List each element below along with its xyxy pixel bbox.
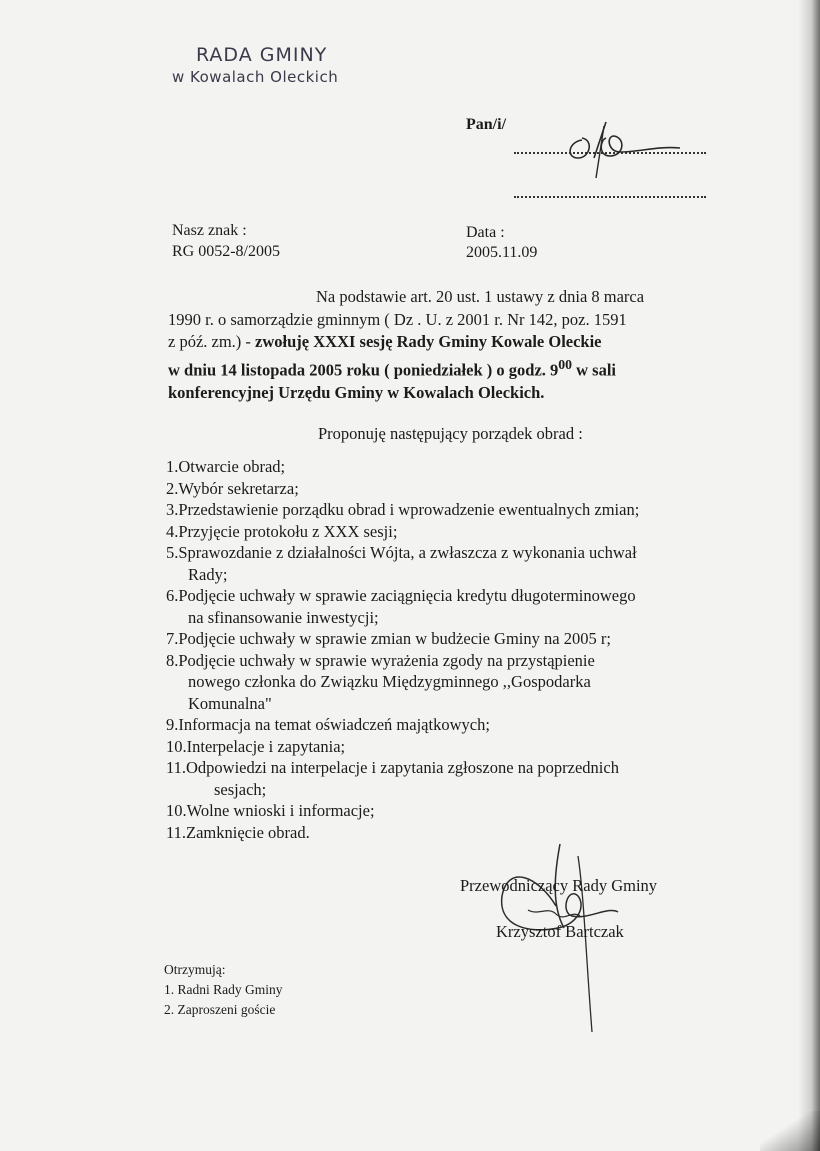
agenda-number: 9. (166, 715, 179, 734)
intro-line-1: Na podstawie art. 20 ust. 1 ustawy z dnia 8 marca (316, 287, 645, 306)
list-item-continuation (166, 564, 756, 586)
recipient-item: 2. Zaproszeni goście (164, 1002, 276, 1017)
agenda-text: Przyjęcie protokołu z XXX sesji; (178, 521, 398, 541)
list-item-continuation (166, 607, 756, 629)
council-stamp (172, 44, 338, 86)
agenda-text: Sprawozdanie z działalności Wójta, a zwłaszcza z wykonania uchwał (178, 543, 637, 562)
agenda-list (166, 456, 756, 843)
addressee-line-2 (514, 196, 706, 198)
agenda-number: 7. (166, 629, 179, 648)
session-hour-minutes: 00 (558, 356, 573, 372)
list-item (166, 800, 756, 822)
agenda-number: 10. (166, 736, 187, 756)
recipient-item: 1. Radni Rady Gminy (164, 982, 283, 997)
list-item-continuation (166, 779, 756, 801)
intro-line-2: 1990 r. o samorządzie gminnym ( Dz . U. z 2001 r. Nr 142, poz. 1591 (168, 309, 627, 329)
agenda-number: 2. (166, 478, 179, 498)
agenda-text: Odpowiedzi na interpelacje i zapytania zgłoszone na poprzednich (186, 758, 619, 777)
agenda-text: Rady; (188, 564, 228, 584)
list-item (166, 585, 756, 607)
agenda-number: 6. (166, 586, 179, 605)
chairman-name: Krzysztof Bartczak (496, 922, 624, 941)
agenda-text: Wolne wnioski i informacje; (186, 801, 375, 820)
agenda-heading: Proponuję następujący porządek obrad : (318, 424, 583, 443)
intro-line-4-end: w sali (572, 360, 617, 379)
list-item (166, 628, 756, 650)
intro-line-5-bold: konferencyjnej Urzędu Gminy w Kowalach Oleckich. (168, 382, 545, 402)
agenda-text: Komunalna" (188, 693, 272, 713)
list-item-continuation (166, 693, 756, 715)
agenda-text: Interpelacje i zapytania; (186, 736, 346, 756)
list-item (166, 499, 756, 521)
date-label: Data : (466, 224, 505, 241)
reference-label: Nasz znak : (172, 222, 247, 239)
legal-basis-paragraph (168, 286, 748, 404)
list-item (166, 542, 756, 564)
scan-edge-shadow (798, 0, 820, 1151)
recipients-label: Otrzymują: (164, 962, 226, 977)
agenda-number: 11. (166, 822, 187, 842)
agenda-text: Otwarcie obrad; (178, 457, 286, 476)
intro-line-3-bold: zwołuję XXXI sesję Rady Gminy Kowale Oleckie (255, 332, 602, 351)
intro-line-4-bold: w dniu 14 listopada 2005 roku ( poniedziałek ) o godz. 9 (168, 360, 559, 379)
scan-corner-shadow (760, 1111, 820, 1151)
recipients-block (164, 960, 283, 1020)
list-item (166, 521, 756, 543)
addressee-label: Pan/i/ (466, 116, 507, 133)
intro-line-3-plain: z póź. zm.) - (168, 332, 256, 351)
list-item (166, 650, 756, 672)
chairman-title: Przewodniczący Rady Gminy (460, 876, 658, 895)
list-item (166, 478, 756, 500)
agenda-number: 4. (166, 521, 179, 541)
date-value: 2005.11.09 (466, 244, 538, 261)
list-item (166, 822, 756, 844)
agenda-text: Podjęcie uchwały w sprawie wyrażenia zgody na przystąpienie (178, 650, 595, 670)
agenda-text: na sfinansowanie inwestycji; (188, 607, 379, 627)
list-item (166, 736, 756, 758)
reference-number: RG 0052-8/2005 (172, 243, 280, 260)
agenda-number: 10. (166, 801, 187, 820)
list-item (166, 714, 756, 736)
agenda-number: 5. (166, 543, 179, 562)
agenda-number: 3. (166, 500, 179, 519)
agenda-text: Informacja na temat oświadczeń majątkowych; (178, 715, 490, 734)
list-item-continuation (166, 671, 756, 693)
agenda-text: sesjach; (214, 779, 267, 799)
agenda-text: nowego członka do Związku Międzygminnego ,,Gospodarka (188, 672, 591, 691)
list-item (166, 757, 756, 779)
agenda-text: Podjęcie uchwały w sprawie zmian w budżecie Gminy na 2005 r; (178, 629, 611, 648)
agenda-number: 11. (166, 758, 187, 777)
stamp-line-1: RADA GMINY (196, 44, 328, 66)
addressee-handwriting (560, 112, 710, 182)
agenda-number: 8. (166, 650, 179, 670)
agenda-text: Przedstawienie porządku obrad i wprowadzenie ewentualnych zmian; (178, 500, 640, 519)
agenda-text: Wybór sekretarza; (178, 478, 299, 498)
agenda-number: 1. (166, 457, 179, 476)
agenda-text: Zamknięcie obrad. (186, 822, 310, 842)
list-item (166, 456, 756, 478)
agenda-text: Podjęcie uchwały w sprawie zaciągnięcia kredytu długoterminowego (178, 586, 636, 605)
stamp-line-2: w Kowalach Oleckich (172, 68, 339, 86)
